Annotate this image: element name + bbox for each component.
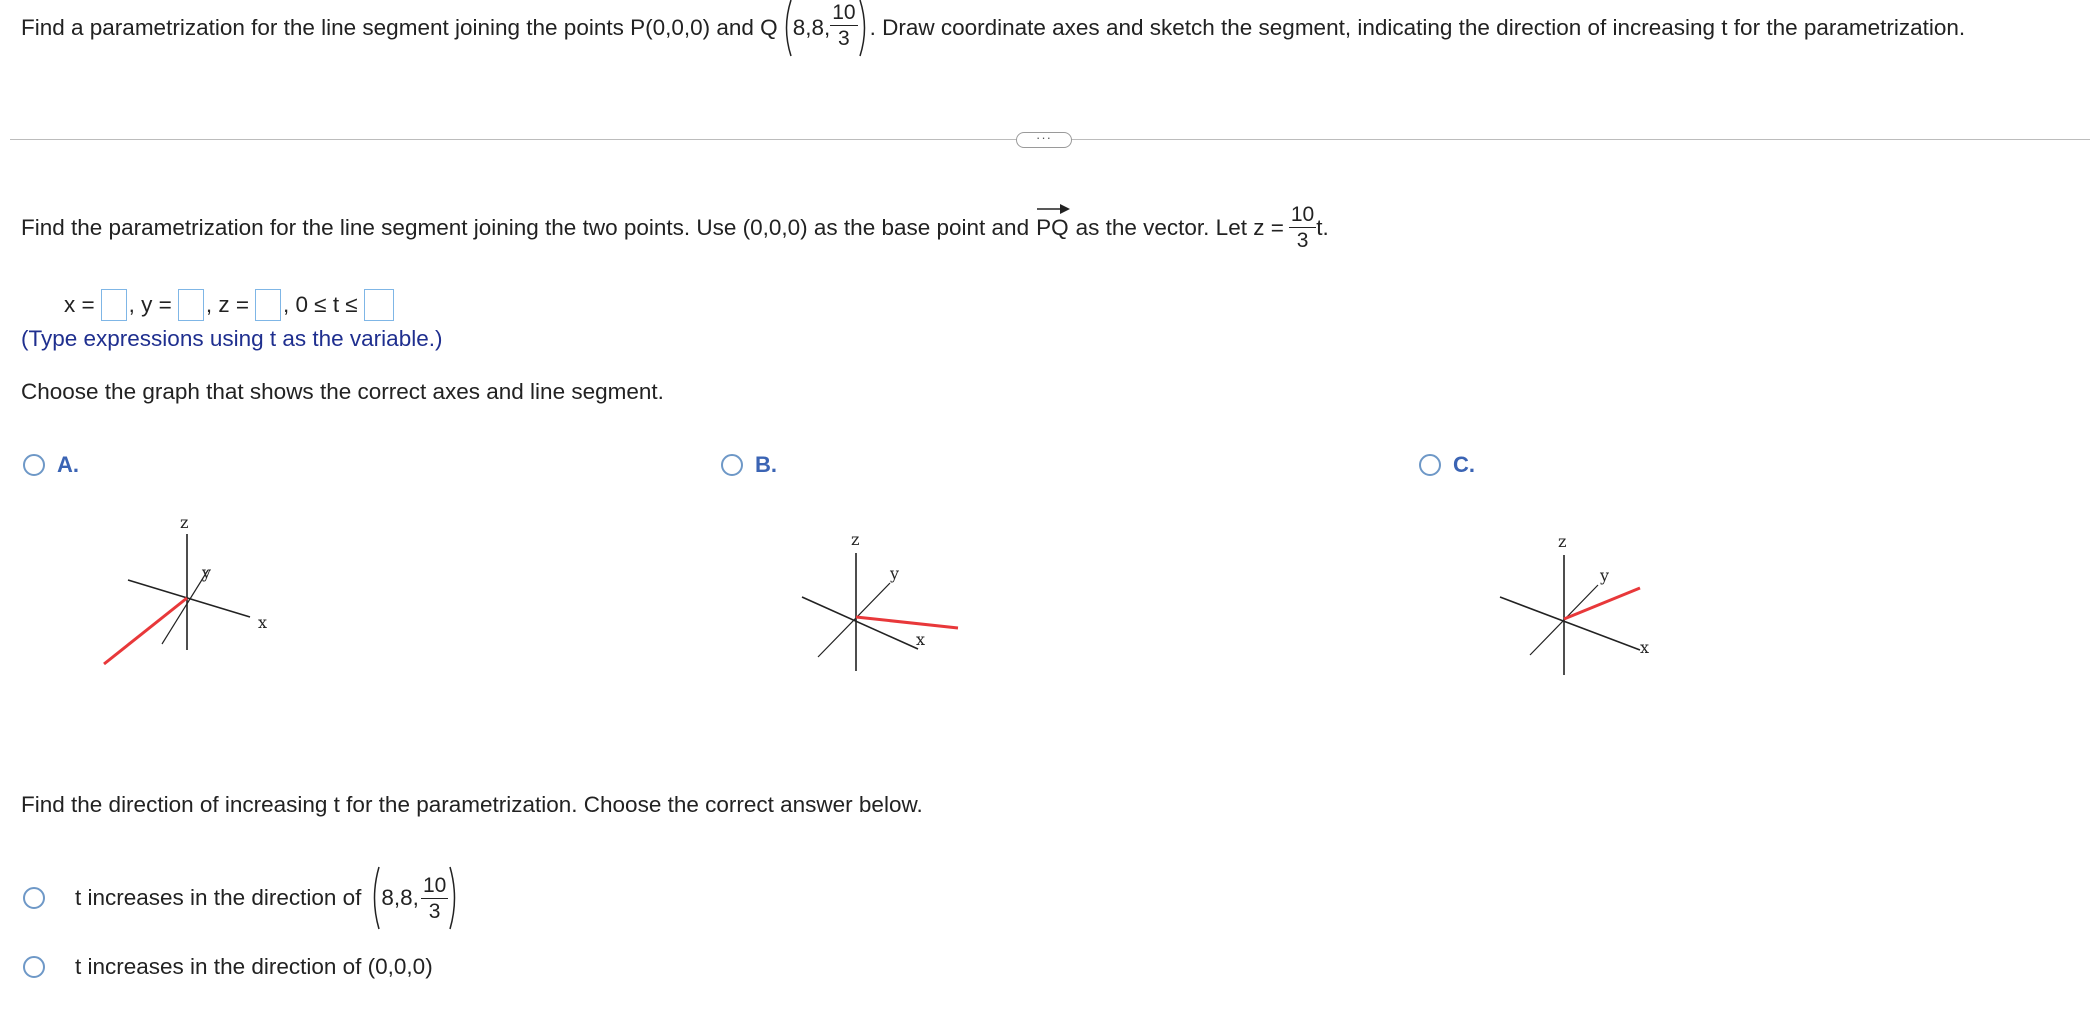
- q-coords: 8,8,: [792, 14, 831, 40]
- answer-row: [64, 288, 396, 322]
- graph-b-z-label: z: [851, 530, 860, 549]
- part1-prompt: [21, 196, 1329, 260]
- z-denominator: 3: [1296, 228, 1309, 252]
- input-hint: (Type expressions using t as the variable.): [21, 326, 443, 351]
- t-max-input[interactable]: [364, 289, 394, 321]
- graph-a-z-label: z: [180, 513, 189, 532]
- y-label: , y =: [128, 291, 172, 317]
- z-variable: t.: [1316, 214, 1329, 240]
- graph-b-x-label: x: [916, 630, 926, 649]
- radio-direction-1[interactable]: [23, 887, 45, 909]
- graph-a-x-label: x: [258, 613, 268, 632]
- expand-button[interactable]: [1016, 132, 1072, 148]
- direction-right-paren: [448, 865, 460, 931]
- q-z-numerator: 10: [832, 0, 856, 24]
- choice-c-label: C.: [1453, 452, 1475, 477]
- vector-arrow-icon: [1036, 203, 1072, 215]
- radio-choice-a[interactable]: [23, 454, 45, 476]
- t-range-label: , 0 ≤ t ≤: [282, 291, 358, 317]
- graph-a[interactable]: [90, 510, 310, 680]
- right-paren: [858, 0, 870, 58]
- direction-point-numerator: 10: [422, 873, 447, 897]
- z-numerator: 10: [1290, 202, 1315, 226]
- direction-option-2-text: t increases in the direction of (0,0,0): [75, 953, 433, 979]
- graph-b[interactable]: [770, 525, 990, 695]
- z-input[interactable]: [255, 289, 281, 321]
- direction-prompt: Find the direction of increasing t for the parametrization. Choose the correct answer below.: [21, 792, 923, 817]
- radio-direction-2[interactable]: [23, 956, 45, 978]
- choice-a[interactable]: [23, 452, 79, 478]
- choice-c[interactable]: [1419, 452, 1475, 478]
- graph-b-y-label: y: [890, 564, 900, 583]
- left-paren: [781, 0, 793, 58]
- direction-option-1[interactable]: [23, 862, 460, 934]
- vector-pq: PQ: [1036, 217, 1069, 240]
- graph-c-y-label: y: [1600, 566, 1610, 585]
- x-label: x =: [64, 291, 95, 317]
- direction-point-coords: 8,8,: [381, 884, 419, 910]
- graph-c-z-label: z: [1558, 532, 1567, 551]
- expand-dots: ···: [1036, 130, 1052, 145]
- q-z-fraction: [830, 2, 857, 49]
- radio-choice-c[interactable]: [1419, 454, 1441, 476]
- z-label: , z =: [205, 291, 249, 317]
- y-input[interactable]: [178, 289, 204, 321]
- direction-point-fraction: [421, 875, 448, 922]
- problem-statement: [21, 0, 1966, 52]
- direction-left-paren: [369, 865, 381, 931]
- choice-b-label: B.: [755, 452, 777, 477]
- direction-option-1-text: t increases in the direction of: [75, 884, 362, 910]
- direction-option-2[interactable]: [23, 952, 433, 982]
- x-input[interactable]: [101, 289, 127, 321]
- graph-c-x-label: x: [1640, 638, 1650, 657]
- problem-prefix: Find a parametrization for the line segment joining the points P(0,0,0) and Q: [21, 14, 778, 40]
- graph-prompt: Choose the graph that shows the correct axes and line segment.: [21, 379, 664, 404]
- graph-c[interactable]: [1480, 525, 1700, 695]
- problem-suffix: . Draw coordinate axes and sketch the segment, indicating the direction of increasing t for the parametrization.: [869, 14, 1966, 40]
- z-fraction: [1289, 204, 1316, 251]
- q-z-denominator: 3: [838, 26, 850, 50]
- part1-prompt-a: Find the parametrization for the line segment joining the two points. Use (0,0,0) as the base point and: [21, 214, 1030, 240]
- graph-a-y-label: y: [202, 563, 212, 582]
- choice-b[interactable]: [721, 452, 777, 478]
- radio-choice-b[interactable]: [721, 454, 743, 476]
- direction-point-denominator: 3: [428, 899, 441, 923]
- choice-a-label: A.: [57, 452, 79, 477]
- part1-prompt-b: as the vector. Let z =: [1075, 214, 1284, 240]
